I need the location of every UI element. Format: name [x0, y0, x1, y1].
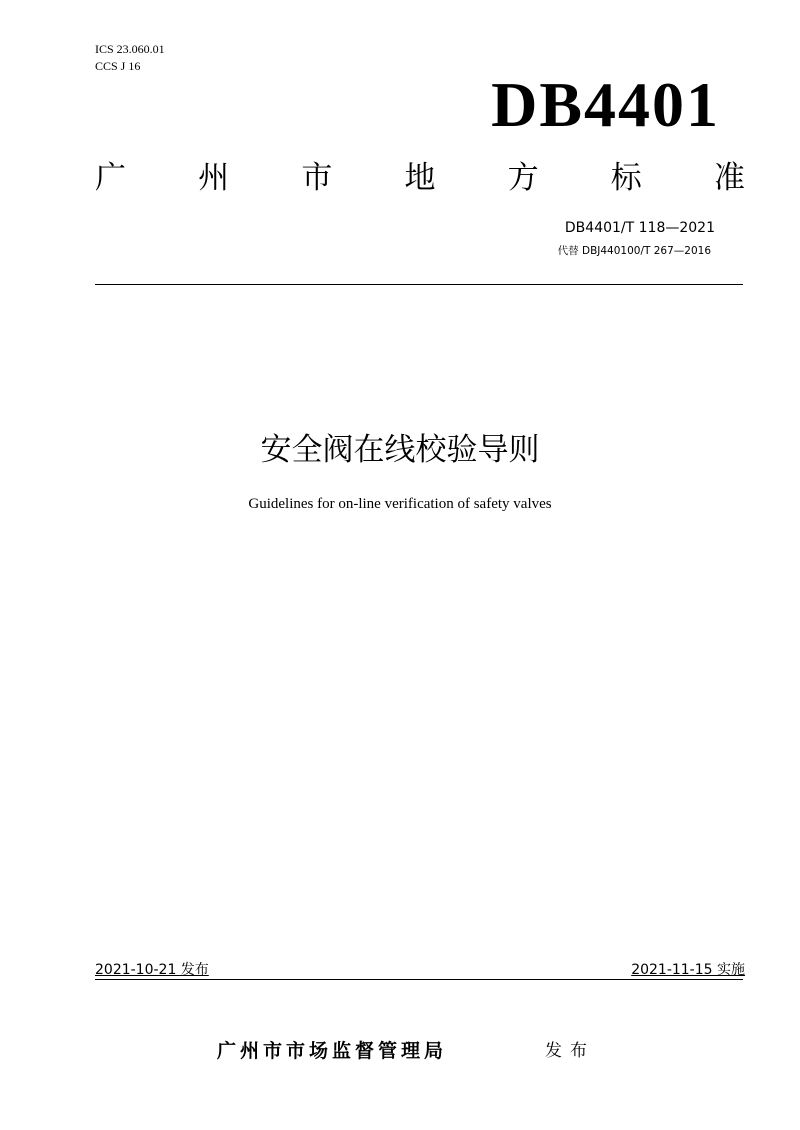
- document-title-english: Guidelines for on-line verification of safety valves: [248, 496, 552, 512]
- implementation-date: 2021-11-15 实施: [631, 962, 745, 978]
- ccs-code: CCS J 16: [95, 59, 141, 73]
- publication-date: 2021-10-21 发布: [95, 962, 209, 978]
- heading-char: 广: [95, 160, 126, 196]
- local-standard-heading: [95, 158, 745, 198]
- issue-label: 发布: [545, 1041, 595, 1061]
- db-code-logo: DB4401: [491, 69, 720, 140]
- heading-char: 方: [507, 160, 539, 196]
- document-title-chinese: 安全阀在线校验导则: [260, 432, 540, 468]
- heading-char: 准: [713, 160, 745, 196]
- heading-char: 市: [301, 160, 333, 196]
- heading-char: 标: [610, 160, 642, 196]
- footer-divider: [95, 979, 743, 980]
- replaced-standard: 代替 DBJ440100/T 267—2016: [557, 245, 711, 257]
- issuing-authority: 广州市市场监督管理局: [217, 1040, 448, 1062]
- standard-number: DB4401/T 118—2021: [564, 220, 715, 236]
- heading-char: 地: [404, 160, 436, 196]
- ics-code: ICS 23.060.01: [95, 42, 165, 56]
- classification-codes: [95, 41, 165, 75]
- heading-char: 州: [198, 160, 230, 196]
- header-divider: [95, 284, 743, 285]
